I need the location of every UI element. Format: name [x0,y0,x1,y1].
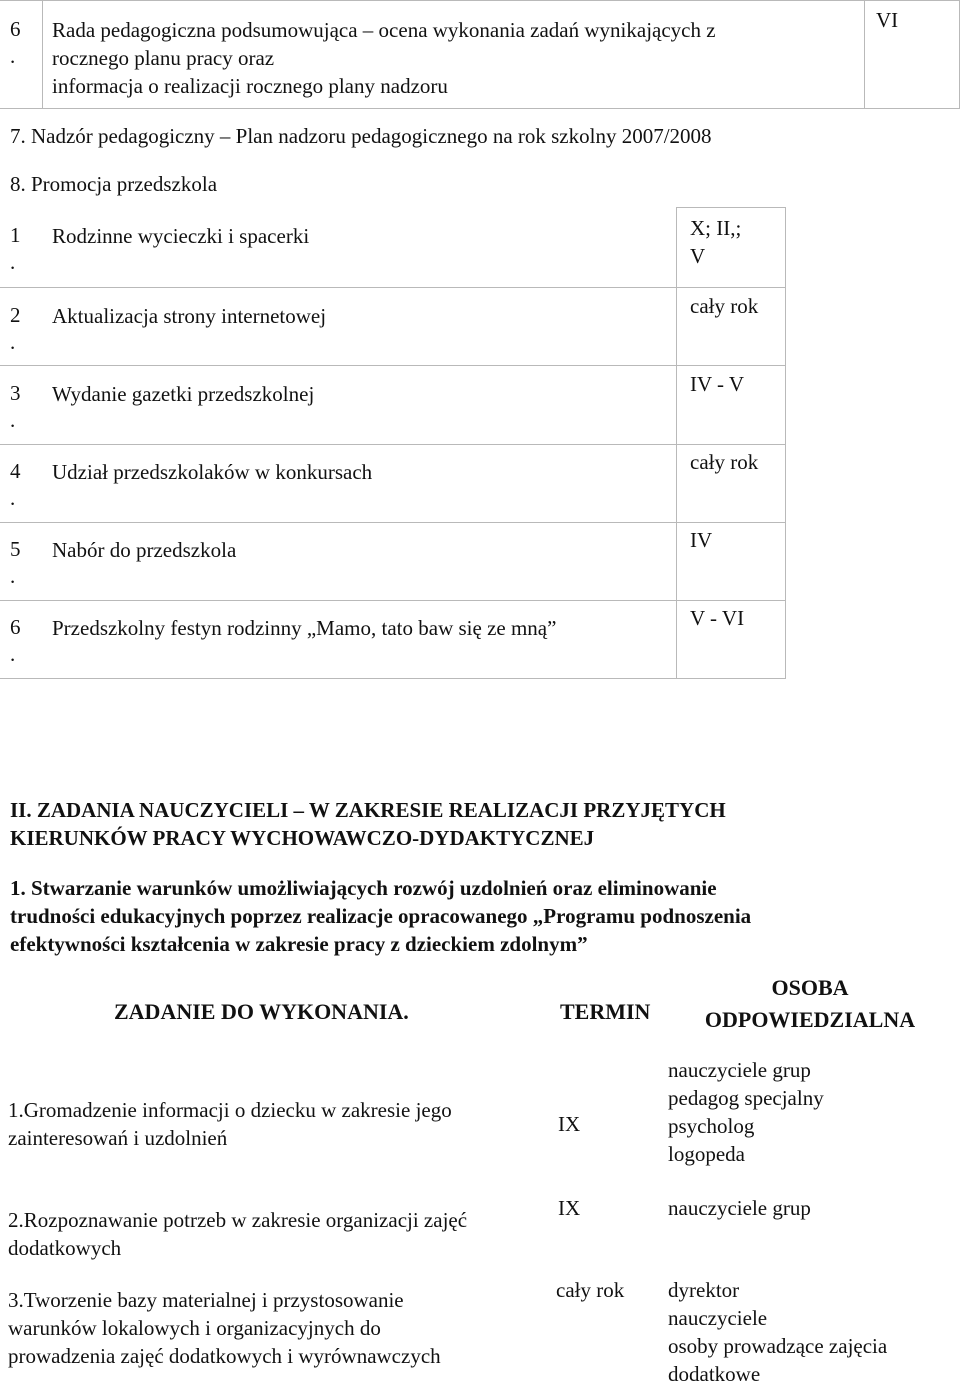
task-persons: nauczyciele grup [668,1196,811,1220]
column-header-term: TERMIN [560,999,651,1024]
row-term: IV - V [690,372,745,396]
task-term: IX [558,1196,581,1220]
column-header-person: OSOBA ODPOWIEDZIALNA [704,975,916,1032]
task-term: IX [558,1112,581,1136]
task-persons: dyrektor nauczyciele osoby prowadzące zajęcia dodatkowe [668,1278,888,1386]
section-7-heading: 7. Nadzór pedagogiczny – Plan nadzoru pedagogicznego na rok szkolny 2007/2008 [10,124,712,148]
section-ii-heading: II. ZADANIA NAUCZYCIELI – W ZAKRESIE REALIZACJI PRZYJĘTYCH KIERUNKÓW PRACY WYCHOWAWCZO-DYDAKTYCZNEJ [10,798,726,850]
row-task: Aktualizacja strony internetowej [52,304,327,328]
task-persons: nauczyciele grup pedagog specjalny psycholog logopeda [668,1058,824,1166]
row-term: cały rok [690,294,759,318]
row-task: Udział przedszkolaków w konkursach [52,460,373,484]
task-text: 1.Gromadzenie informacji o dziecku w zakresie jego zainteresowań i uzdolnień [8,1098,452,1150]
row-task-text: Rada pedagogiczna podsumowująca – ocena wykonania zadań wynikających z rocznego planu pracy oraz informacja o realizacji rocznego plany nadzoru [52,18,716,98]
task-text: 3.Tworzenie bazy materialnej i przystosowanie warunków lokalowych i organizacyjnych do prowadzenia zajęć dodatkowych i wyrównawczych [8,1288,441,1368]
row-task: Przedszkolny festyn rodzinny „Mamo, tato baw się ze mną” [52,616,557,640]
row-task: Rodzinne wycieczki i spacerki [52,224,310,248]
row-number: 6 . [10,17,21,68]
row-number: 6 . [10,615,21,666]
row-term: VI [876,8,899,32]
row-term: X; II,; V [690,216,742,268]
row-task: Nabór do przedszkola [52,538,237,562]
row-number: 4 . [10,459,21,510]
column-header-task: ZADANIE DO WYKONANIA. [114,999,409,1024]
row-number: 1 . [10,223,21,274]
row-term: V - VI [690,606,745,630]
subheading-1: 1. Stwarzanie warunków umożliwiających rozwój uzdolnień oraz eliminowanie trudności edukacyjnych poprzez realizacje opracowanego „Programu podnoszenia efektywności kształcenia w zakresie pracy z dzieckiem zdolnym” [10,876,752,956]
task-text: 2.Rozpoznawanie potrzeb w zakresie organizacji zajęć dodatkowych [8,1208,468,1260]
row-task: Wydanie gazetki przedszkolnej [52,382,315,406]
section-8-heading: 8. Promocja przedszkola [10,172,218,196]
row-term: cały rok [690,450,759,474]
row-number: 2 . [10,303,21,354]
row-term: IV [690,528,713,552]
row-number: 3 . [10,381,21,432]
task-term: cały rok [556,1278,625,1302]
row-number: 5 . [10,537,21,588]
